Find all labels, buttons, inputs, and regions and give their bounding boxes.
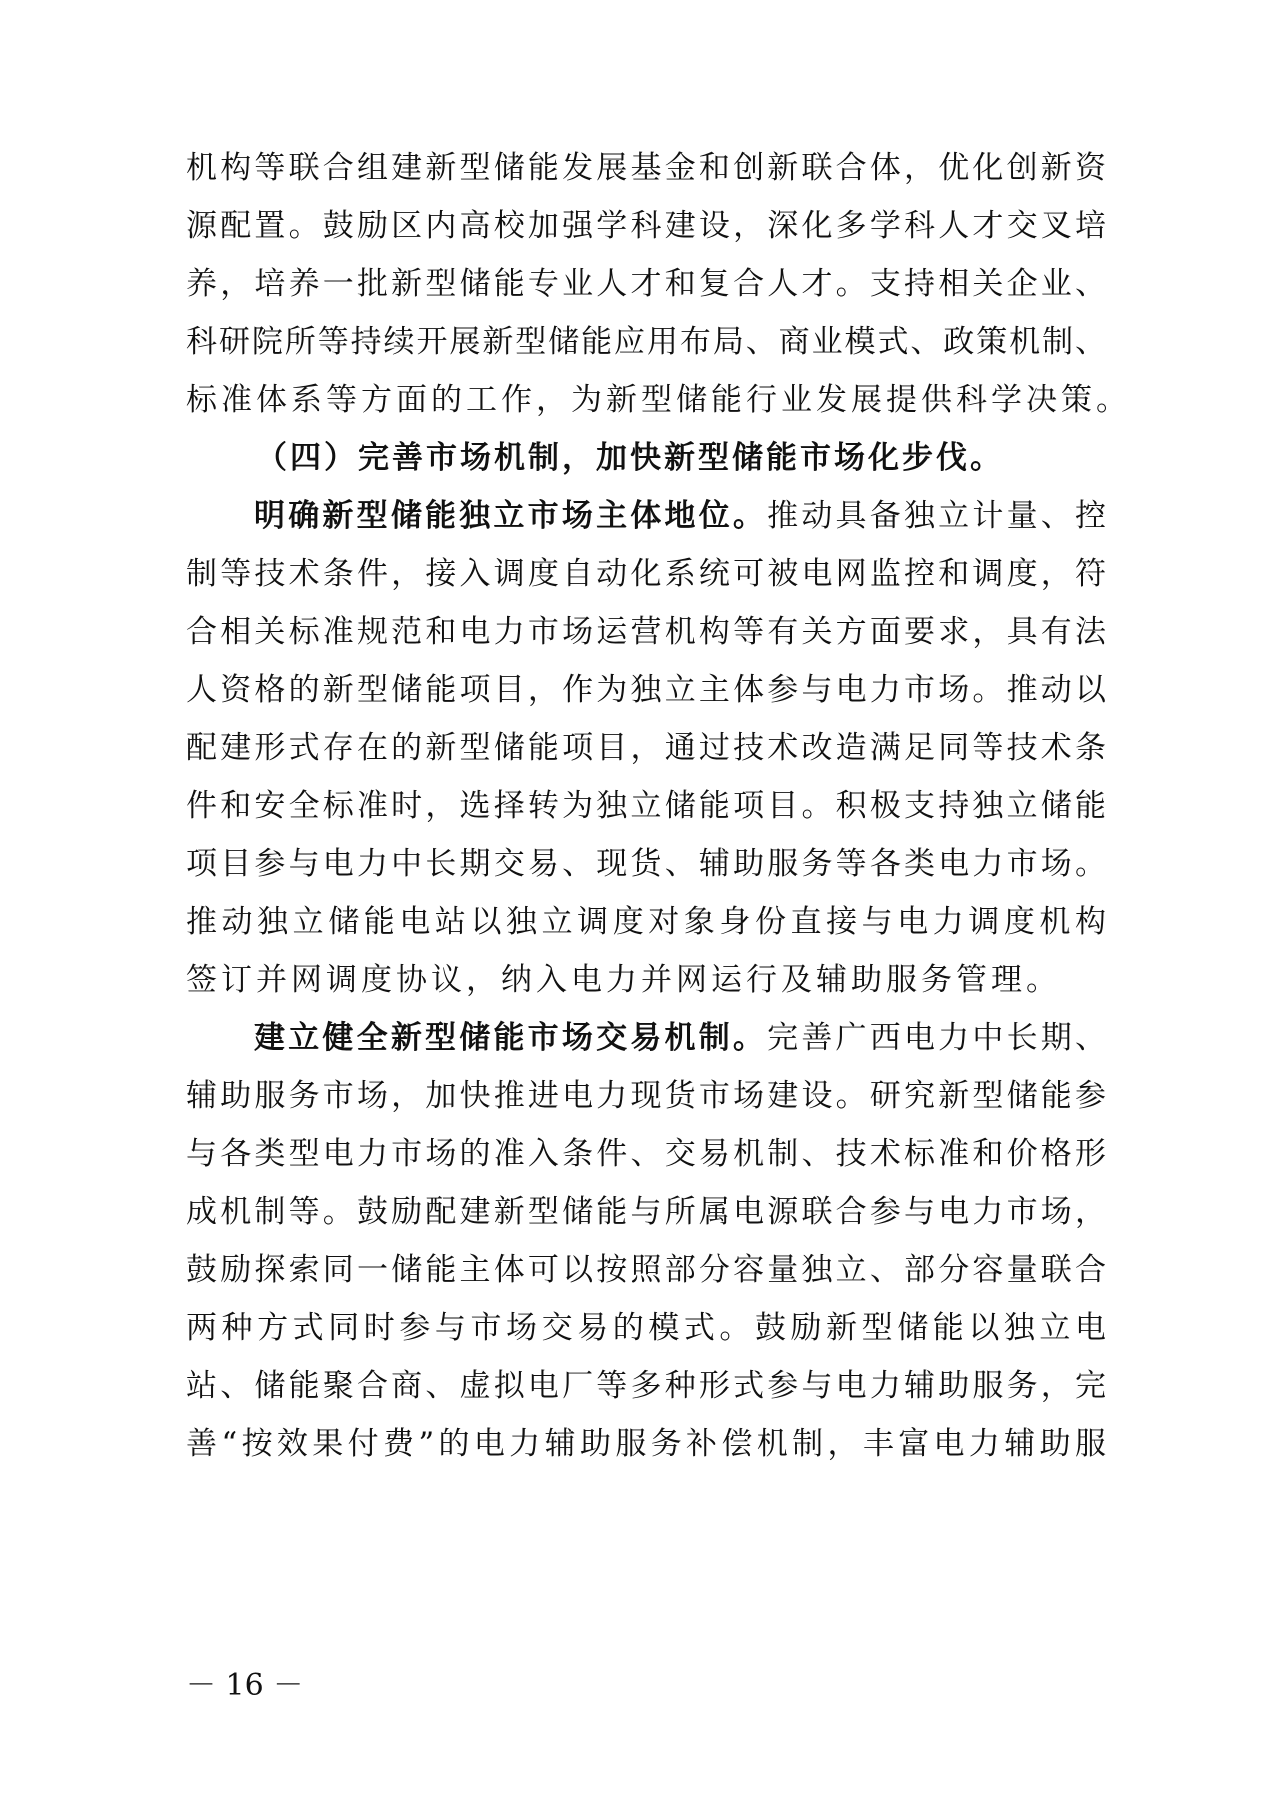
text-line: 人资格的新型储能项目，作为独立主体参与电力市场。推动以: [186, 672, 1106, 708]
text-line: 源配置。鼓励区内高校加强学科建设，深化多学科人才交叉培: [186, 208, 1106, 244]
text-line: 成机制等。鼓励配建新型储能与所属电源联合参与电力市场，: [186, 1194, 1106, 1230]
text-line: 制等技术条件，接入调度自动化系统可被电网监控和调度，符: [186, 556, 1106, 592]
text-line: 善“按效果付费”的电力辅助服务补偿机制，丰富电力辅助服: [186, 1426, 1106, 1462]
page-number: － 16 －: [186, 1668, 304, 1703]
text-line: 件和安全标准时，选择转为独立储能项目。积极支持独立储能: [186, 788, 1106, 824]
paragraph-lead-heading: 建立健全新型储能市场交易机制。: [254, 1020, 768, 1056]
text-line: 两种方式同时参与市场交易的模式。鼓励新型储能以独立电: [186, 1310, 1106, 1346]
text-line: 站、储能聚合商、虚拟电厂等多种形式参与电力辅助服务，完: [186, 1368, 1106, 1404]
text-line: 机构等联合组建新型储能发展基金和创新联合体，优化创新资: [186, 150, 1106, 186]
paragraph-lead-heading: 明确新型储能独立市场主体地位。: [254, 498, 768, 534]
text-line: 养，培养一批新型储能专业人才和复合人才。支持相关企业、: [186, 266, 1106, 302]
section-heading: （四）完善市场机制，加快新型储能市场化步伐。: [256, 440, 1004, 476]
paragraph-first-line: [254, 484, 1106, 548]
text-line: 鼓励探索同一储能主体可以按照部分容量独立、部分容量联合: [186, 1252, 1106, 1288]
text-line: 推动独立储能电站以独立调度对象身份直接与电力调度机构: [186, 904, 1106, 940]
text-line: 与各类型电力市场的准入条件、交易机制、技术标准和价格形: [186, 1136, 1106, 1172]
text-line: 科研院所等持续开展新型储能应用布局、商业模式、政策机制、: [186, 324, 1106, 360]
paragraph-first-line-text: 完善广西电力中长期、: [767, 1020, 1106, 1056]
text-line: 项目参与电力中长期交易、现货、辅助服务等各类电力市场。: [186, 846, 1106, 882]
paragraph-first-line-text: 推动具备独立计量、控: [767, 498, 1106, 534]
text-line: 配建形式存在的新型储能项目，通过技术改造满足同等技术条: [186, 730, 1106, 766]
text-line: 标准体系等方面的工作，为新型储能行业发展提供科学决策。: [186, 382, 1131, 418]
text-line: 合相关标准规范和电力市场运营机构等有关方面要求，具有法: [186, 614, 1106, 650]
paragraph-first-line: [254, 1006, 1106, 1070]
text-line: 签订并网调度协议，纳入电力并网运行及辅助服务管理。: [186, 962, 1061, 998]
text-line: 辅助服务市场，加快推进电力现货市场建设。研究新型储能参: [186, 1078, 1106, 1114]
